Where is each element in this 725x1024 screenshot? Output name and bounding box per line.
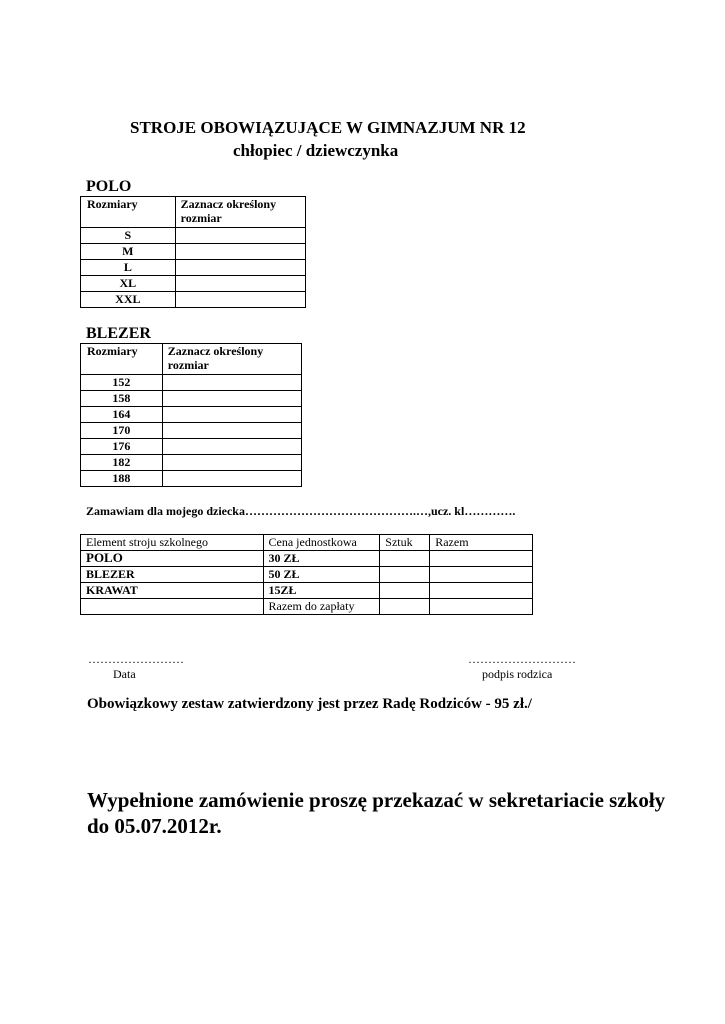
parent-signature-field[interactable]: ……………………… (468, 652, 576, 666)
polo-section-label: POLO (86, 178, 132, 195)
size-select-cell[interactable] (175, 260, 305, 276)
column-header-unit-price: Cena jednostkowa (263, 535, 380, 551)
table-row (81, 599, 533, 615)
page-title: STROJE OBOWIĄZUJĄCE W GIMNAZJUM NR 12 (130, 118, 526, 137)
table-row (81, 228, 306, 244)
size-cell: S (81, 228, 176, 244)
size-cell: 158 (81, 391, 163, 407)
size-select-cell[interactable] (162, 439, 301, 455)
table-header-row (81, 344, 302, 375)
size-select-cell[interactable] (162, 471, 301, 487)
table-row (81, 407, 302, 423)
size-cell: 176 (81, 439, 163, 455)
table-row (81, 423, 302, 439)
size-select-cell[interactable] (175, 228, 305, 244)
grand-total-cell[interactable] (430, 599, 533, 615)
total-cell[interactable] (430, 583, 533, 599)
table-row (81, 375, 302, 391)
item-cell: BLEZER (81, 567, 264, 583)
total-due-label: Razem do zapłaty (263, 599, 380, 615)
size-cell: 164 (81, 407, 163, 423)
table-row (81, 244, 306, 260)
quantity-cell[interactable] (380, 551, 430, 567)
column-header-item: Element stroju szkolnego (81, 535, 264, 551)
table-header-row (81, 197, 306, 228)
column-header-sizes: Rozmiary (81, 344, 163, 375)
table-row (81, 439, 302, 455)
parent-signature-label: podpis rodzica (482, 667, 553, 681)
item-cell: KRAWAT (81, 583, 264, 599)
total-cell[interactable] (430, 551, 533, 567)
size-cell: XL (81, 276, 176, 292)
blezer-size-table (80, 343, 302, 487)
column-header-quantity: Sztuk (380, 535, 430, 551)
size-cell: M (81, 244, 176, 260)
table-row (81, 567, 533, 583)
size-select-cell[interactable] (175, 244, 305, 260)
empty-cell (81, 599, 264, 615)
column-header-total: Razem (430, 535, 533, 551)
quantity-cell[interactable] (380, 567, 430, 583)
table-row (81, 583, 533, 599)
date-field[interactable]: …………………… (88, 652, 184, 666)
size-cell: L (81, 260, 176, 276)
size-cell: 188 (81, 471, 163, 487)
size-cell: 170 (81, 423, 163, 439)
quantity-cell[interactable] (380, 583, 430, 599)
size-select-cell[interactable] (162, 407, 301, 423)
table-row (81, 260, 306, 276)
price-cell: 15ZŁ (263, 583, 380, 599)
page-subtitle: chłopiec / dziewczynka (233, 141, 399, 160)
polo-size-table (80, 196, 306, 308)
table-row (81, 471, 302, 487)
price-cell: 30 ZŁ (263, 551, 380, 567)
table-row (81, 276, 306, 292)
size-select-cell[interactable] (162, 391, 301, 407)
size-cell: 182 (81, 455, 163, 471)
size-select-cell[interactable] (162, 423, 301, 439)
size-cell: 152 (81, 375, 163, 391)
table-row (81, 391, 302, 407)
size-select-cell[interactable] (175, 276, 305, 292)
empty-cell (380, 599, 430, 615)
table-row (81, 455, 302, 471)
mandatory-set-note: Obowiązkowy zestaw zatwierdzony jest przez Radę Rodziców - 95 zł./ (87, 696, 532, 712)
size-select-cell[interactable] (162, 455, 301, 471)
price-cell: 50 ZŁ (263, 567, 380, 583)
total-cell[interactable] (430, 567, 533, 583)
column-header-select-size: Zaznacz określony rozmiar (175, 197, 305, 228)
order-line[interactable]: Zamawiam dla mojego dziecka…………………………………….…,ucz. kl…………. (86, 504, 516, 518)
table-row (81, 292, 306, 308)
table-row (81, 551, 533, 567)
submission-instruction: Wypełnione zamówienie proszę przekazać w sekretariacie szkoły do 05.07.2012r. (87, 788, 666, 838)
column-header-select-size: Zaznacz określony rozmiar (162, 344, 301, 375)
column-header-sizes: Rozmiary (81, 197, 176, 228)
size-cell: XXL (81, 292, 176, 308)
size-select-cell[interactable] (162, 375, 301, 391)
table-header-row (81, 535, 533, 551)
size-select-cell[interactable] (175, 292, 305, 308)
order-table (80, 534, 533, 615)
item-cell: POLO (81, 551, 264, 567)
date-label: Data (113, 667, 136, 681)
blezer-section-label: BLEZER (86, 325, 151, 342)
